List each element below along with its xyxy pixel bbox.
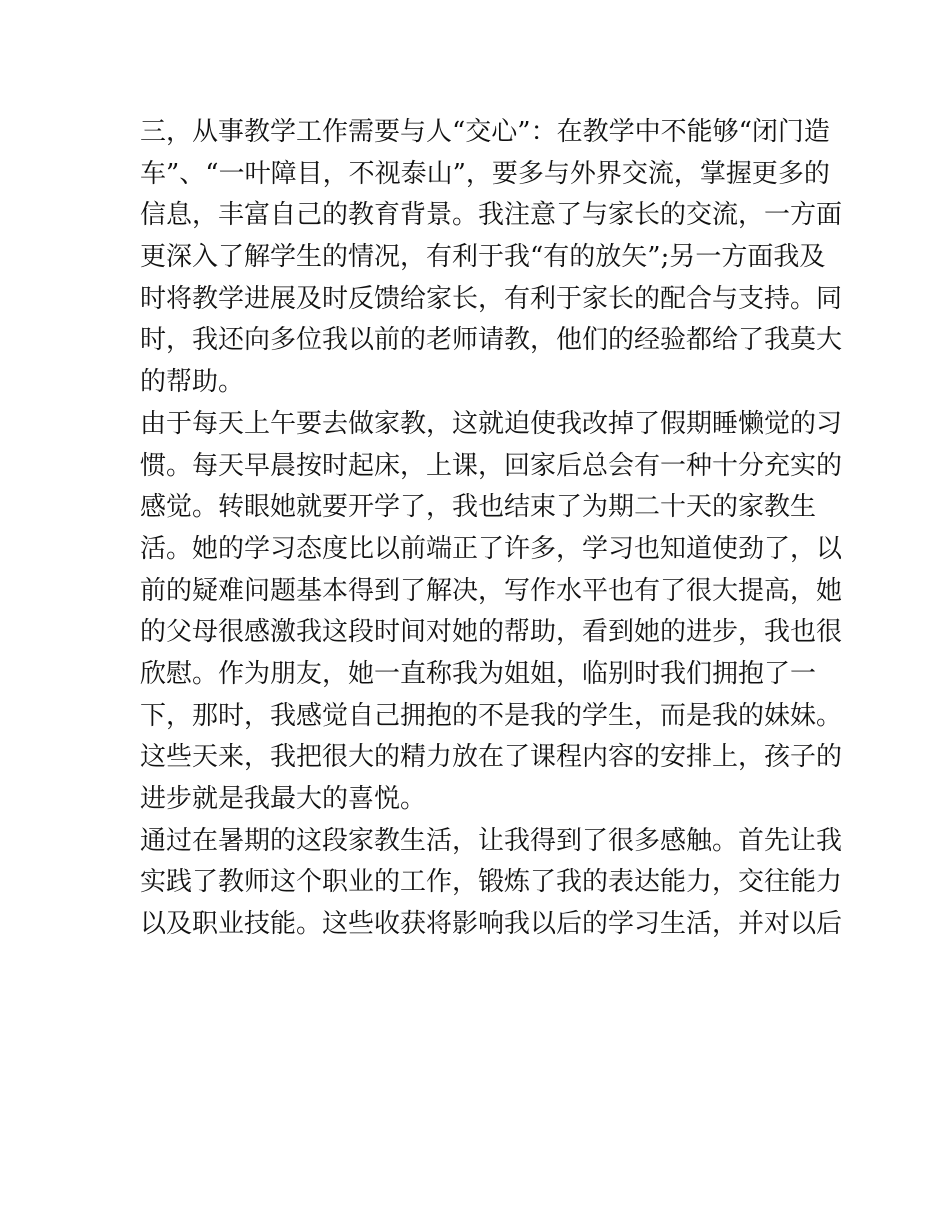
text-line: 通过在暑期的这段家教生活，让我得到了很多感触。首先让我 <box>140 825 843 856</box>
text-line: 以及职业技能。这些收获将影响我以后的学习生活，并对以后 <box>140 909 843 940</box>
text-line: 的帮助。 <box>140 367 245 398</box>
text-line: 欣慰。作为朋友，她一直称我为姐姐，临别时我们拥抱了一 <box>140 658 817 689</box>
text-line: 更深入了解学生的情况，有利于我“有的放矢”;另一方面我及 <box>140 242 826 273</box>
text-line: 实践了教师这个职业的工作，锻炼了我的表达能力，交往能力 <box>140 867 843 898</box>
text-line: 惯。每天早晨按时起床，上课，回家后总会有一种十分充实的 <box>140 450 843 481</box>
text-line: 车”、“一叶障目，不视泰山”，要多与外界交流，掌握更多的 <box>140 158 830 189</box>
text-line: 由于每天上午要去做家教，这就迫使我改掉了假期睡懒觉的习 <box>140 408 843 439</box>
text-line: 信息，丰富自己的教育背景。我注意了与家长的交流，一方面 <box>140 200 843 231</box>
text-line: 的父母很感激我这段时间对她的帮助，看到她的进步，我也很 <box>140 617 843 648</box>
text-line: 时，我还向多位我以前的老师请教，他们的经验都给了我莫大 <box>140 325 843 356</box>
text-line: 进步就是我最大的喜悦。 <box>140 784 427 814</box>
text-line: 三，从事教学工作需要与人“交心”：在教学中不能够“闭门造 <box>140 117 830 147</box>
text-line: 感觉。转眼她就要开学了，我也结束了为期二十天的家教生 <box>140 492 817 523</box>
text-line: 下，那时，我感觉自己拥抱的不是我的学生，而是我的妹妹。 <box>140 700 843 731</box>
document-body <box>140 112 843 946</box>
text-line: 活。她的学习态度比以前端正了许多，学习也知道使劲了，以 <box>140 533 843 564</box>
text-line: 时将教学进展及时反馈给家长，有利于家长的配合与支持。同 <box>140 283 843 314</box>
text-line: 前的疑难问题基本得到了解决，写作水平也有了很大提高，她 <box>140 575 843 606</box>
text-line: 这些天来，我把很大的精力放在了课程内容的安排上，孩子的 <box>140 742 843 773</box>
